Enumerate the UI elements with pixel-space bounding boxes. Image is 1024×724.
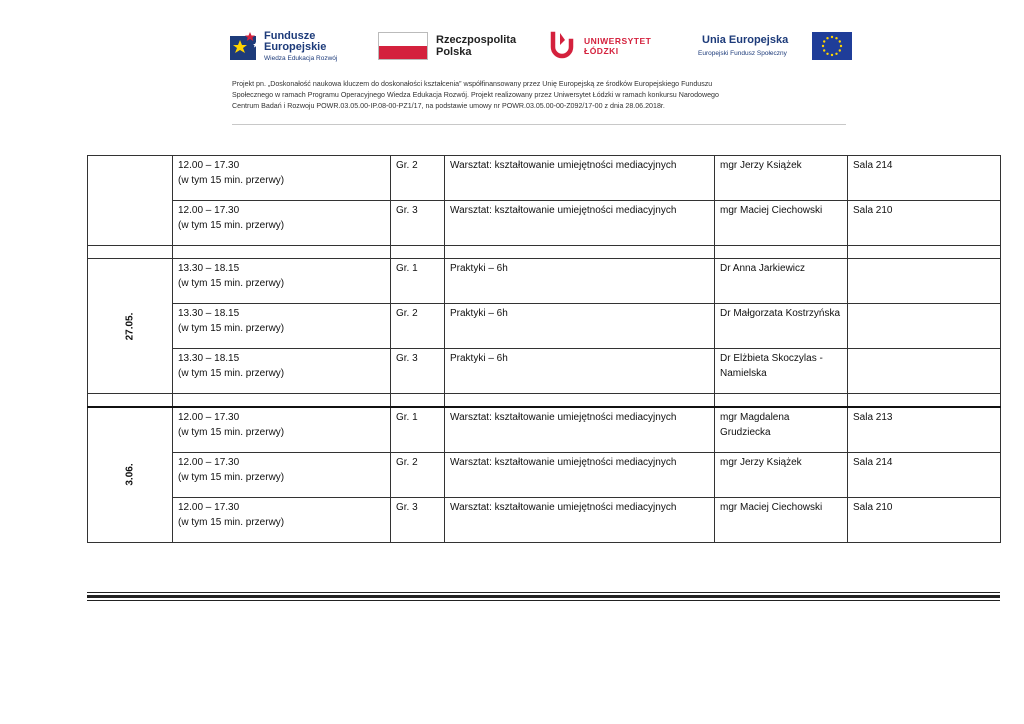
project-line-3: Centrum Badań i Rozwoju POWR.03.05.00-IP.08-00-PZ1/17, na podstawie umowy nr POWR.03.05.00-00-Z092/17-00 z dnia 28.06.2018r. [232,102,665,110]
ue-line2: Europejski Fundusz Społeczny [698,50,787,57]
time-cell: 12.00 – 17.30 (w tym 15 min. przerwy) [173,452,391,497]
teacher-cell: mgr Jerzy Książek [715,452,848,497]
table-row [88,497,1001,542]
table-row [88,259,1001,304]
room-cell: Sala 210 [848,201,1001,246]
date-cell [88,259,173,394]
room-cell: Sala 213 [848,407,1001,452]
teacher-cell: Dr Anna Jarkiewicz [715,259,848,304]
fe-line3: Wiedza Edukacja Rozwój [264,55,338,62]
time-cell: 13.30 – 18.15 (w tym 15 min. przerwy) [173,259,391,304]
rp-line1: Rzeczpospolita [436,34,517,46]
fe-line1: Fundusze [264,30,316,42]
table-row [88,452,1001,497]
table-row [88,201,1001,246]
group-cell: Gr. 1 [391,407,445,452]
uniwersytet-lodzki-logo [548,28,678,68]
date-cell [88,156,173,246]
schedule-table [87,155,1001,543]
fe-star-icon [230,30,260,62]
footer-rule-bottom [87,600,1000,601]
header-divider [232,124,846,125]
ul-emblem-icon [548,31,576,59]
unia-europejska-logo [692,28,852,68]
subject-cell: Warsztat: kształtowanie umiejętności mediacyjnych [445,452,715,497]
rp-line2: Polska [436,46,472,58]
subject-cell: Praktyki – 6h [445,259,715,304]
subject-cell: Warsztat: kształtowanie umiejętności mediacyjnych [445,497,715,542]
fe-line2: Europejskie [264,41,327,53]
ul-line1: UNIWERSYTET [584,36,652,46]
date-label: 3.06. [124,463,136,486]
table-row [88,304,1001,349]
subject-cell: Warsztat: kształtowanie umiejętności mediacyjnych [445,201,715,246]
room-cell: Sala 210 [848,497,1001,542]
ue-line1: Unia Europejska [702,34,789,46]
poland-flag-icon [378,32,428,60]
teacher-cell: Dr Elżbieta Skoczylas - Namielska [715,349,848,394]
group-cell: Gr. 2 [391,304,445,349]
spacer-row [88,394,1001,408]
subject-cell: Warsztat: kształtowanie umiejętności mediacyjnych [445,407,715,452]
room-cell: Sala 214 [848,156,1001,201]
time-cell: 13.30 – 18.15 (w tym 15 min. przerwy) [173,304,391,349]
date-label: 27.05. [124,312,136,340]
project-line-2: Społecznego w ramach Programu Operacyjnego Wiedza Edukacja Rozwój. Projekt realizowany przez Uniwersytet Łódzki w ramach konkursu Narodowego [232,91,719,99]
date-cell [88,407,173,542]
subject-cell: Warsztat: kształtowanie umiejętności mediacyjnych [445,156,715,201]
subject-cell: Praktyki – 6h [445,304,715,349]
spacer-row [88,246,1001,259]
subject-cell: Praktyki – 6h [445,349,715,394]
room-cell: Sala 214 [848,452,1001,497]
table-row [88,407,1001,452]
logo-bar [230,28,850,68]
table-row [88,349,1001,394]
group-cell: Gr. 3 [391,349,445,394]
time-cell: 12.00 – 17.30 (w tym 15 min. przerwy) [173,156,391,201]
time-cell: 13.30 – 18.15 (w tym 15 min. przerwy) [173,349,391,394]
teacher-cell: mgr Maciej Ciechowski [715,201,848,246]
teacher-cell: mgr Magdalena Grudziecka [715,407,848,452]
room-cell [848,259,1001,304]
time-cell: 12.00 – 17.30 (w tym 15 min. przerwy) [173,497,391,542]
room-cell [848,304,1001,349]
fundusze-europejskie-logo [230,28,360,68]
eu-flag-icon [812,32,852,60]
footer-rule-top [87,592,1000,593]
teacher-cell: mgr Maciej Ciechowski [715,497,848,542]
group-cell: Gr. 1 [391,259,445,304]
table-row [88,156,1001,201]
teacher-cell: Dr Małgorzata Kostrzyńska [715,304,848,349]
teacher-cell: mgr Jerzy Książek [715,156,848,201]
ul-line2: ŁÓDZKI [584,46,619,56]
project-description [232,79,852,112]
room-cell [848,349,1001,394]
project-line-1: Projekt pn. „Doskonałość naukowa kluczem do doskonałości kształcenia” współfinansowany przez Unię Europejską ze środków Europejskiego Funduszu [232,80,713,88]
group-cell: Gr. 2 [391,156,445,201]
rzeczpospolita-polska-logo [378,28,528,68]
time-cell: 12.00 – 17.30 (w tym 15 min. przerwy) [173,201,391,246]
group-cell: Gr. 3 [391,497,445,542]
group-cell: Gr. 3 [391,201,445,246]
time-cell: 12.00 – 17.30 (w tym 15 min. przerwy) [173,407,391,452]
group-cell: Gr. 2 [391,452,445,497]
footer-rule-middle [87,595,1000,598]
